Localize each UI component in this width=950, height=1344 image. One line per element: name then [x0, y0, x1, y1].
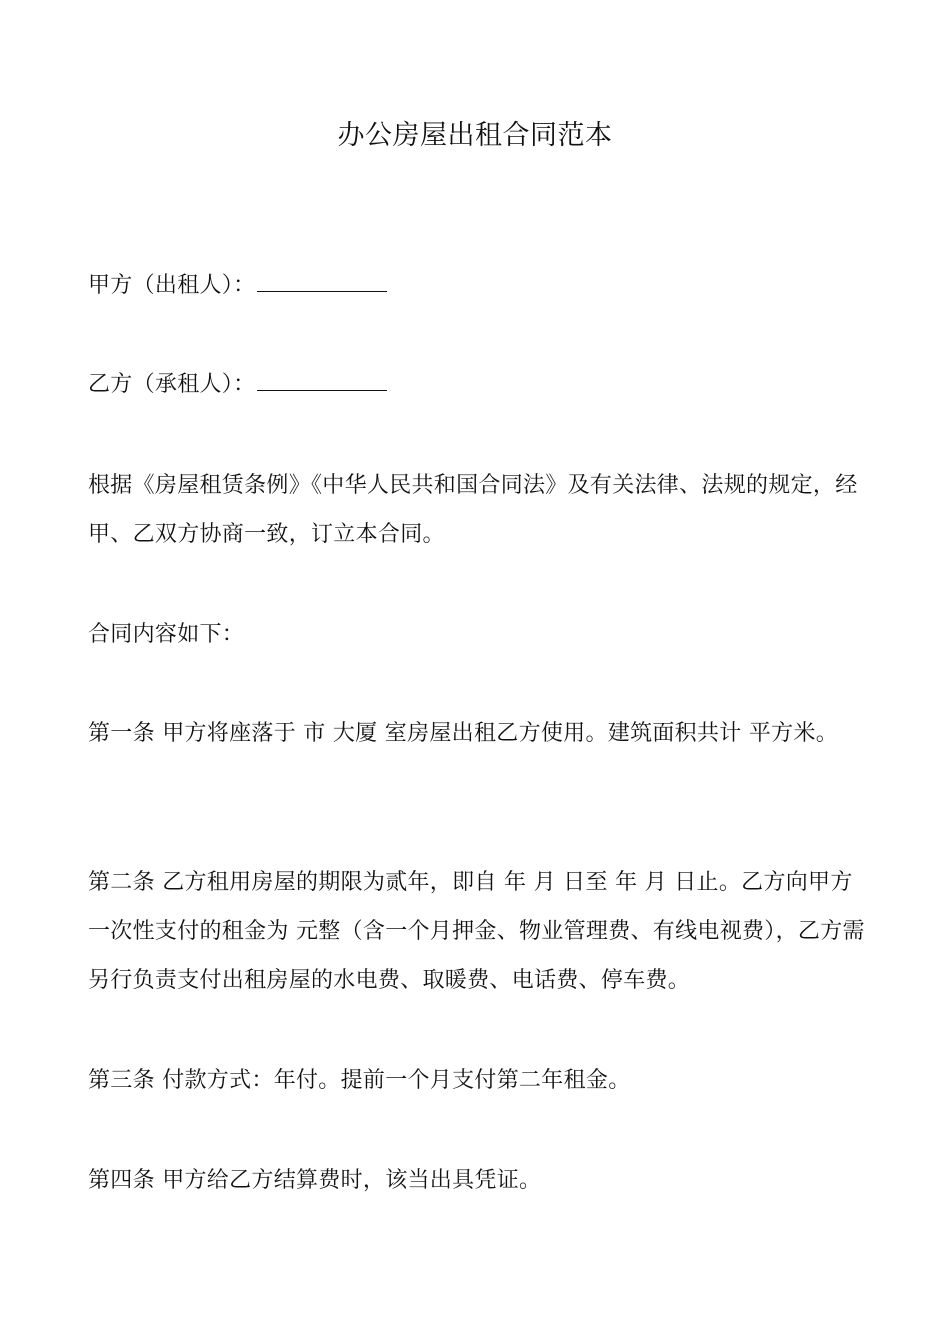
party-b-line: [88, 360, 868, 409]
party-b-label: 乙方（承租人）：: [88, 372, 256, 397]
contents-intro: 合同内容如下：: [88, 622, 245, 647]
article-3: 第三条 付款方式：年付。提前一个月支付第二年租金。: [88, 1068, 631, 1093]
party-b-blank: [257, 368, 387, 391]
preamble-paragraph: 根据《房屋租赁条例》《中华人民共和国合同法》及有关法律、法规的规定，经甲、乙双方协商一致，订立本合同。: [88, 473, 858, 547]
article-4: 第四条 甲方给乙方结算费时，该当出具凭证。: [88, 1168, 542, 1193]
document-title: 办公房屋出租合同范本: [337, 120, 613, 151]
party-a-line: [88, 261, 868, 310]
party-a-blank: [257, 269, 387, 292]
party-a-label: 甲方（出租人）：: [88, 273, 256, 298]
article-1: 第一条 甲方将座落于 市 大厦 室房屋出租乙方使用。建筑面积共计 平方米。: [88, 721, 839, 746]
article-2: 第二条 乙方租用房屋的期限为贰年，即自 年 月 日至 年 月 日止。乙方向甲方一次性支付的租金为 元整（含一个月押金、物业管理费、有线电视费），乙方需另行负责支付出租房屋的水电费、取暖费、电话费、停车费。: [88, 870, 865, 993]
